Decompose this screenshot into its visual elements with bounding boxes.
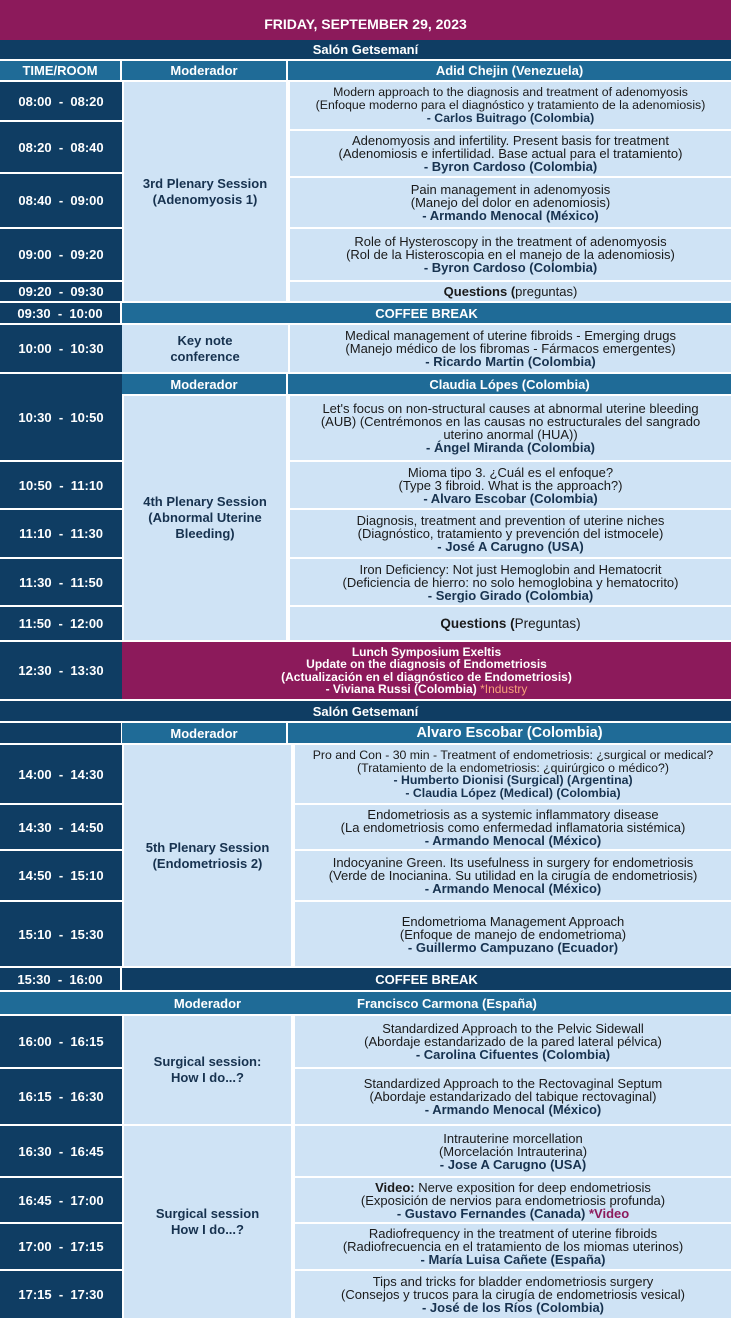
- moderator-header: Moderador: [122, 723, 288, 745]
- talk-cell: Standardized Approach to the Rectovaginal Septum (Abordaje estandarizado del tabique rectovaginal) - Armando Menocal (México): [293, 1069, 731, 1126]
- moderator-name: Adid Chejin (Venezuela): [288, 61, 731, 82]
- questions-cell: Questions (Preguntas): [288, 607, 731, 642]
- blank-header: [0, 992, 122, 1016]
- time-slot: 14:00 - 14:30: [0, 745, 122, 805]
- moderator-name: Alvaro Escobar (Colombia): [288, 723, 731, 745]
- talk-cell: Iron Deficiency: Not just Hemoglobin and Hematocrit (Deficiencia de hierro: no solo hemoglobina y hematocrito) - Sergio Girado (Colombia): [288, 559, 731, 607]
- video-label: Video:: [375, 1179, 415, 1195]
- talk-cell: Pro and Con - 30 min - Treatment of endometriosis: ¿surgical or medical? (Tratamiento de la endometriosis: ¿quirúrgico o médico?) - Humberto Dionisi (Surgical) (Argentina) - Claudia López (Medical) (Colombia): [293, 745, 731, 805]
- time-slot: 08:20 - 08:40: [0, 122, 122, 174]
- time-slot: 17:15 - 17:30: [0, 1271, 122, 1318]
- talk-cell: Medical management of uterine fibroids - Emerging drugs (Manejo médico de los fibromas - Fármacos emergentes) - Ricardo Martin (Colombia): [288, 325, 731, 374]
- header-filler: [573, 992, 731, 1016]
- talk-cell: Mioma tipo 3. ¿Cuál es el enfoque? (Type 3 fibroid. What is the approach?) - Alvaro Escobar (Colombia): [288, 462, 731, 510]
- talk-cell: Tips and tricks for bladder endometriosis surgery (Consejos y trucos para la cirugía de endometriosis vesical) - José de los Ríos (Colombia): [293, 1271, 731, 1318]
- time-slot: 10:50 - 11:10: [0, 462, 122, 510]
- talk-cell: Endometriosis as a systemic inflammatory disease (La endometriosis como enfermedad inflamatoria sistémica) - Armando Menocal (México): [293, 805, 731, 851]
- moderator-header: Moderador: [122, 61, 288, 82]
- talk-cell: Standardized Approach to the Pelvic Sidewall (Abordaje estandarizado de la pared lateral pélvica) - Carolina Cifuentes (Colombia): [293, 1016, 731, 1069]
- time-slot: 15:30 - 16:00: [0, 968, 122, 992]
- time-slot: 10:00 - 10:30: [0, 325, 122, 374]
- time-slot: 11:10 - 11:30: [0, 510, 122, 559]
- talk-cell: Adenomyosis and infertility. Present basis for treatment (Adenomiosis e infertilidad. Base actual para el tratamiento) - Byron Cardoso (Colombia): [288, 131, 731, 178]
- moderator-name: Francisco Carmona (España): [293, 992, 573, 1016]
- time-slot: 17:00 - 17:15: [0, 1224, 122, 1271]
- time-slot: 14:50 - 15:10: [0, 851, 122, 902]
- moderator-name: Claudia Lópes (Colombia): [288, 374, 731, 396]
- time-slot: 11:30 - 11:50: [0, 559, 122, 607]
- room-header: Salón Getsemaní: [0, 40, 731, 61]
- coffee-break: COFFEE BREAK: [122, 303, 731, 325]
- talk-cell: Radiofrequency in the treatment of uterine fibroids (Radiofrecuencia en el tratamiento de los miomas uterinos) - María Luisa Cañete (España): [293, 1224, 731, 1271]
- lunch-symposium: Lunch Symposium Exeltis Update on the diagnosis of Endometriosis (Actualización en el diagnóstico de Endometriosis) - Viviana Russi (Colombia) *Industry: [122, 642, 731, 701]
- session-title: 3rd Plenary Session (Adenomyosis 1): [122, 82, 288, 303]
- time-slot: 09:20 - 09:30: [0, 282, 122, 303]
- time-slot: 12:30 - 13:30: [0, 642, 122, 701]
- time-room-header: TIME/ROOM: [0, 61, 122, 82]
- session-title: 5th Plenary Session (Endometriosis 2): [122, 745, 293, 968]
- blank-header: [0, 723, 122, 745]
- time-slot: 08:00 - 08:20: [0, 82, 122, 122]
- session-title: 4th Plenary Session (Abnormal Uterine Bleeding): [122, 396, 288, 642]
- keynote-title: Key note conference: [122, 325, 288, 374]
- video-tag: *Video: [588, 1205, 630, 1221]
- session-title: Surgical session: How I do...?: [122, 1016, 293, 1126]
- time-slot: 10:30 - 10:50: [0, 374, 122, 462]
- date-header: [0, 0, 731, 40]
- time-slot: 09:00 - 09:20: [0, 229, 122, 282]
- time-slot: 14:30 - 14:50: [0, 805, 122, 851]
- date-title: FRIDAY, SEPTEMBER 29, 2023: [264, 16, 467, 32]
- time-slot: 09:30 - 10:00: [0, 303, 122, 325]
- talk-cell: Modern approach to the diagnosis and treatment of adenomyosis (Enfoque moderno para el diagnóstico y tratamiento de la adenomiosis) - Carlos Buitrago (Colombia): [288, 82, 731, 131]
- room-header: Salón Getsemaní: [0, 701, 731, 723]
- time-slot: 08:40 - 09:00: [0, 174, 122, 229]
- talk-cell: Role of Hysteroscopy in the treatment of adenomyosis (Rol de la Histeroscopia en el manejo de la adenomiosis) - Byron Cardoso (Colombia): [288, 229, 731, 282]
- moderator-header: Moderador: [122, 374, 288, 396]
- talk-cell: Diagnosis, treatment and prevention of uterine niches (Diagnóstico, tratamiento y prevención del istmocele) - José A Carugno (USA): [288, 510, 731, 559]
- time-slot: 16:00 - 16:15: [0, 1016, 122, 1069]
- time-slot: 16:15 - 16:30: [0, 1069, 122, 1126]
- talk-cell: Endometrioma Management Approach (Enfoque de manejo de endometrioma) - Guillermo Campuzano (Ecuador): [293, 902, 731, 968]
- time-slot: 16:30 - 16:45: [0, 1126, 122, 1178]
- talk-cell: Intrauterine morcellation (Morcelación Intrauterina) - Jose A Carugno (USA): [293, 1126, 731, 1178]
- industry-tag: *Industry: [480, 682, 528, 696]
- talk-cell: Indocyanine Green. Its usefulness in surgery for endometriosis (Verde de Inocianina. Su utilidad en la cirugía de endometriosis) - Armando Menocal (México): [293, 851, 731, 902]
- questions-cell: Questions (preguntas): [288, 282, 731, 303]
- time-slot: 11:50 - 12:00: [0, 607, 122, 642]
- moderator-header: Moderador: [122, 992, 293, 1016]
- talk-cell: Video: Nerve exposition for deep endometriosis (Exposición de nervios para endometriosis profunda) - Gustavo Fernandes (Canada) *Video: [293, 1178, 731, 1224]
- session-title: Surgical session How I do...?: [122, 1126, 293, 1318]
- time-slot: 15:10 - 15:30: [0, 902, 122, 968]
- talk-cell: Pain management in adenomyosis (Manejo del dolor en adenomiosis) - Armando Menocal (México): [288, 178, 731, 229]
- time-slot: 16:45 - 17:00: [0, 1178, 122, 1224]
- talk-cell: Let's focus on non-structural causes at abnormal uterine bleeding (AUB) (Centrémonos en las causas no estructurales del sangrado uterino anormal (HUA)) - Ángel Miranda (Colombia): [288, 396, 731, 462]
- coffee-break: COFFEE BREAK: [122, 968, 731, 992]
